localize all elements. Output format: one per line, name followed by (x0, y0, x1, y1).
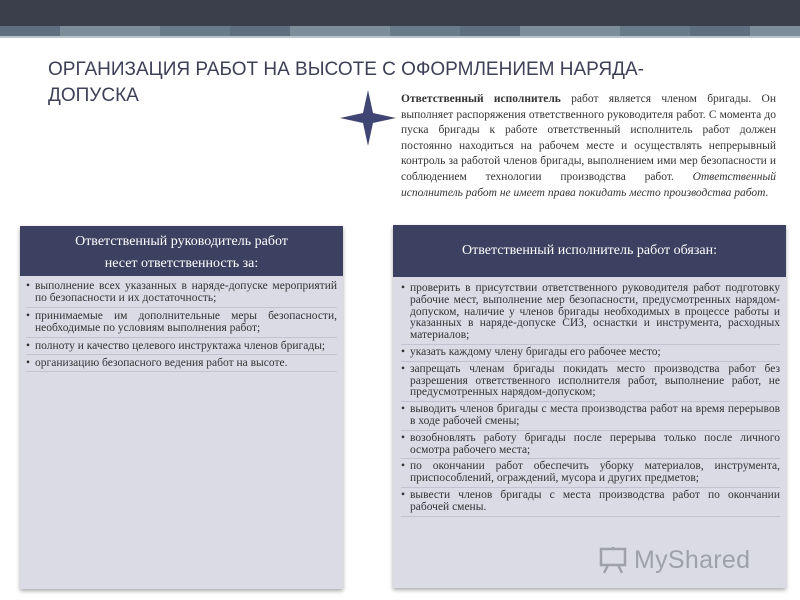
list-item: • полноту и качество целевого инструктажа членов бригады; (26, 340, 337, 355)
intro-text: работ является членом бригады. Он выполняет распоряжения ответственного руководителя работ. С момента до пуска бригады к работе ответственный исполнитель работ должен постоянно находиться на рабочем месте и осуществлять непрерывный контроль за работой членов бригады, выполнением ими мер безопасности и соблюдением технологии производства работ. (401, 93, 776, 183)
right-list (401, 283, 780, 517)
left-panel-body (20, 276, 343, 589)
top-divider (0, 36, 800, 38)
list-item: • выводить членов бригады с места производства работ на время перерывов в ходе рабочей смены; (401, 404, 780, 431)
list-item: • выполнение всех указанных в наряде-допуске мероприятий по безопасности и их достаточность; (26, 280, 337, 308)
watermark-text: MyShared (634, 545, 751, 574)
left-header-line1: Ответственный руководитель работ (75, 234, 288, 249)
left-panel (20, 226, 343, 589)
intro-bold: Ответственный исполнитель (401, 93, 561, 105)
intro-italic: Ответственный исполнитель работ не имеет права покидать место производства работ. (401, 170, 776, 199)
left-header-line2: несет ответственность за: (104, 256, 259, 271)
list-item: • принимаемые им дополнительные меры безопасности, необходимые по условиям выполнения работ; (26, 310, 337, 338)
slide-title: ОРГАНИЗАЦИЯ РАБОТ НА ВЫСОТЕ С ОФОРМЛЕНИЕМ НАРЯДА-ДОПУСКА (48, 59, 645, 106)
top-banner (0, 0, 800, 26)
list-item: • вывести членов бригады с места производства работ по окончании рабочей смены. (401, 490, 780, 517)
watermark (598, 540, 788, 580)
left-panel-header (20, 226, 343, 276)
right-panel (393, 225, 786, 588)
list-item: • запрещать членам бригады покидать место производства работ без разрешения ответственного исполнителя работ, выполнение работ, не предусмотренных нарядом-допуском; (401, 364, 780, 402)
list-item: • указать каждому члену бригады его рабочее место; (401, 347, 780, 362)
list-item: • возобновлять работу бригады после перерыва только после личного осмотра рабочего места; (401, 433, 780, 460)
list-item: • организацию безопасного ведения работ на высоте. (26, 357, 337, 372)
four-point-star-icon (340, 90, 396, 146)
intro-paragraph (401, 92, 776, 201)
right-panel-header: Ответственный исполнитель работ обязан: (393, 225, 786, 277)
left-list (26, 280, 337, 372)
list-item: • по окончании работ обеспечить уборку материалов, инструмента, приспособлений, ограждений, мусора и других предметов; (401, 461, 780, 488)
presentation-board-icon (598, 545, 628, 575)
list-item: • проверить в присутствии ответственного руководителя работ подготовку рабочие мест, выполнение мер безопасности, предусмотренных нарядом-допуском, наличие у членов бригады необходимых в процессе работы и указанных в наряде-допуске СИЗ, оснастки и инструмента, расходных материалов; (401, 283, 780, 345)
top-stripe (0, 26, 800, 36)
